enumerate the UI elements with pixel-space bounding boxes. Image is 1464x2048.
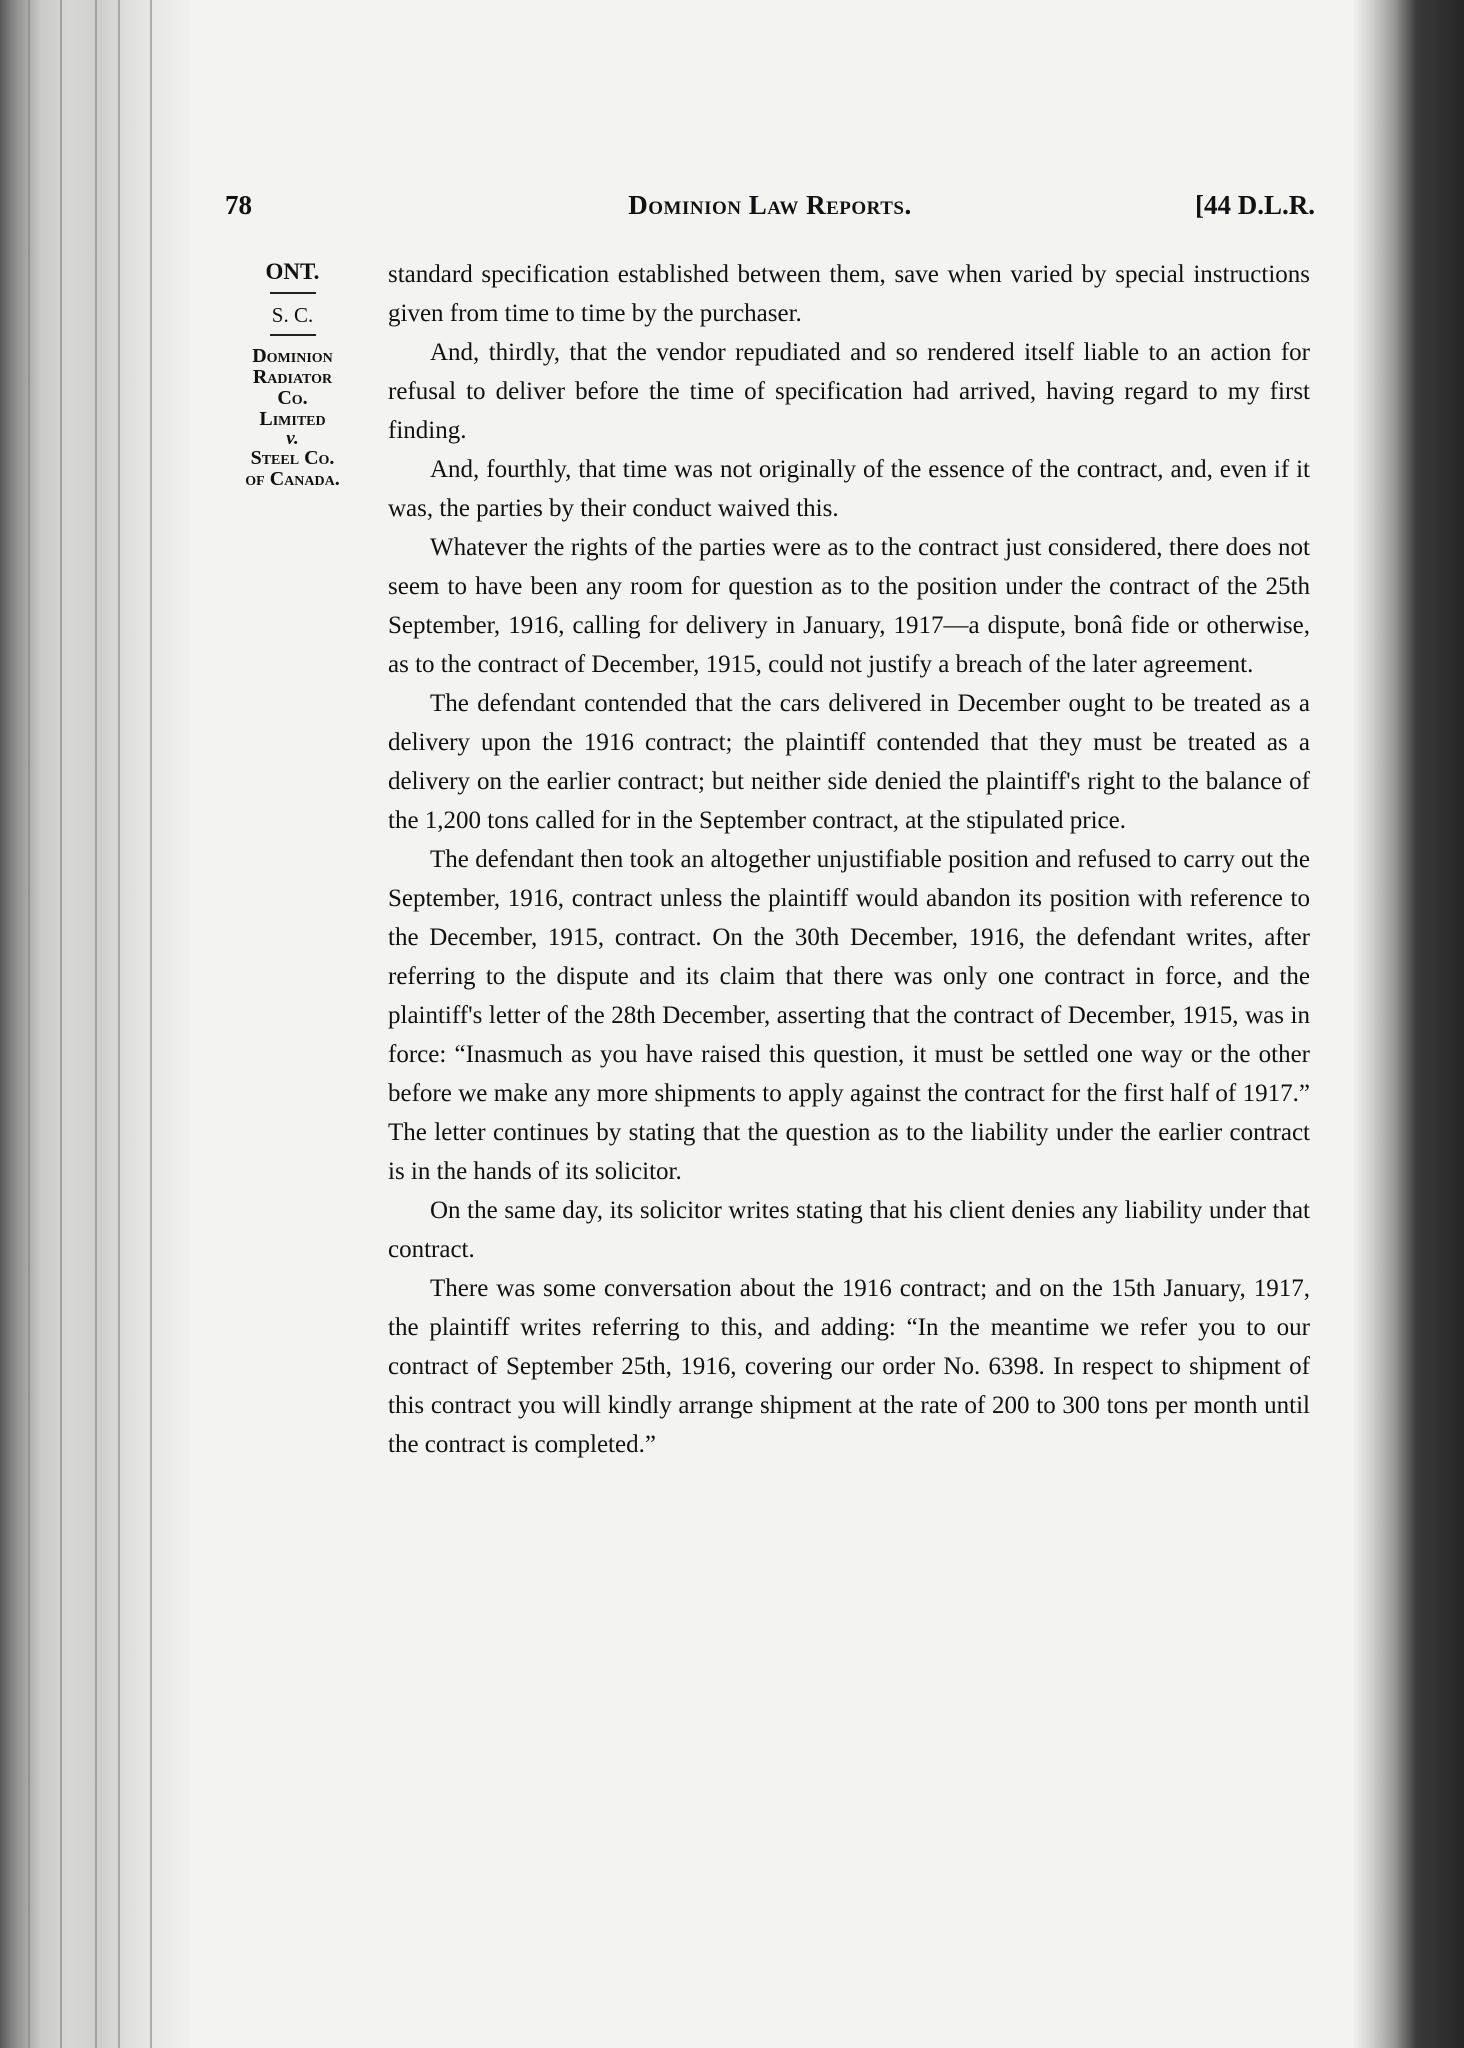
page-edge-line [28, 0, 30, 2048]
page-number: 78 [225, 190, 252, 220]
volume-reference: [44 D.L.R. [1195, 190, 1315, 220]
paragraph: standard specification established between them, save when varied by special instructions given from time to time by the purchaser. [388, 261, 1310, 327]
paragraph: There was some conversation about the 1916 contract; and on the 15th January, 1917, the plaintiff writes referring to this, and adding: “In the meantime we refer you to our contract of September 25th, 1916, covering our order No. 6398. In respect to shipment of this contract you will kindly arrange shipment at the rate of 200 to 300 tons per month until the contract is completed.” [388, 1275, 1310, 1458]
page-edge-line [118, 0, 120, 2048]
case-name-versus: v. [286, 428, 299, 450]
page [150, 0, 1360, 2048]
jurisdiction: ONT. [265, 259, 320, 284]
divider [270, 292, 316, 294]
paragraph: The defendant contended that the cars delivered in December ought to be treated as a delivery upon the 1916 contract; the plaintiff contended that they must be treated as a delivery on the earlier contract; but neither side denied the plaintiff's right to the balance of the 1,200 tons called for in the September contract, at the stipulated price. [388, 690, 1310, 834]
paragraph: Whatever the rights of the parties were as to the contract just considered, there does not seem to have been any room for question as to the position under the contract of the 25th September, 1916, calling for delivery in January, 1917—a dispute, bonâ fide or otherwise, as to the contract of December, 1915, could not justify a breach of the later agreement. [388, 534, 1310, 678]
case-name-line: of Canada. [245, 468, 340, 491]
body-text [388, 255, 1310, 1464]
paragraph: On the same day, its solicitor writes stating that his client denies any liability under that contract. [388, 1197, 1310, 1263]
divider [270, 334, 316, 336]
right-page-edge [1354, 0, 1464, 2048]
running-title: Dominion Law Reports. [628, 190, 912, 220]
paragraph: And, thirdly, that the vendor repudiated and so rendered itself liable to an action for refusal to deliver before the time of specification had arrived, having regard to my first finding. [388, 339, 1310, 444]
case-name-line: Radiator [252, 366, 333, 389]
case-sidenote [215, 260, 370, 490]
case-name-line: Steel Co. [250, 447, 335, 470]
page-header [225, 190, 1315, 230]
court: S. C. [271, 303, 314, 328]
case-name-line: Limited [259, 408, 326, 431]
paragraph: The defendant then took an altogether unjustifiable position and refused to carry out the September, 1916, contract unless the plaintiff would abandon its position with reference to the December, 1915, contract. On the 30th December, 1916, the defendant writes, after referring to the dispute and its claim that there was only one contract in force, and the plaintiff's letter of the 28th December, asserting that the contract of December, 1915, was in force: “Inasmuch as you have raised this question, it must be settled one way or the other before we make any more shipments to apply against the contract for the first half of 1917.” The letter continues by stating that the question as to the liability under the earlier contract is in the hands of its solicitor. [388, 846, 1310, 1185]
case-name-line: Dominion [252, 345, 333, 368]
paragraph: And, fourthly, that time was not originally of the essence of the contract, and, even if it was, the parties by their conduct waived this. [388, 456, 1310, 522]
page-edge-line [95, 0, 97, 2048]
page-edge-line [60, 0, 62, 2048]
case-name-line: Co. [277, 387, 308, 410]
